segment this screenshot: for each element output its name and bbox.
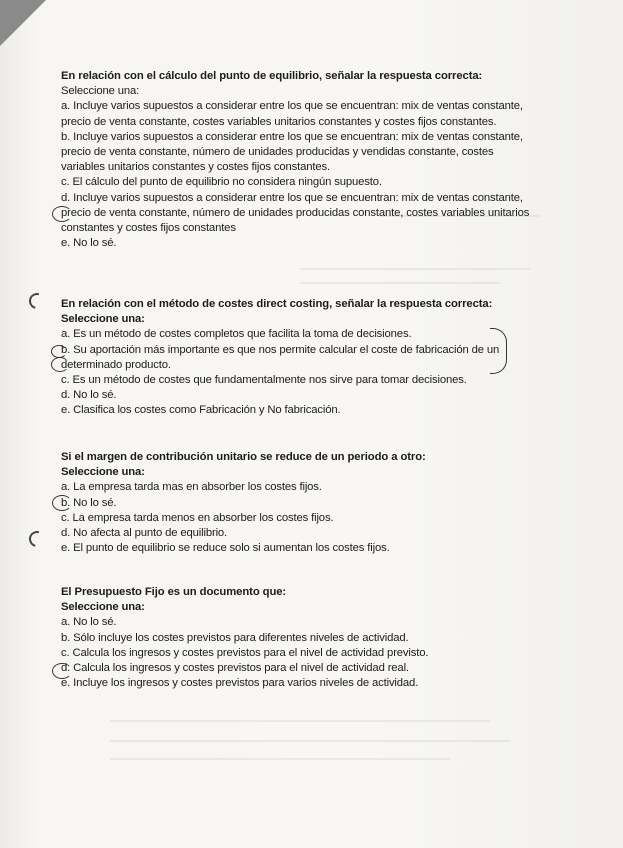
option-a[interactable]: a. No lo sé.: [61, 616, 117, 629]
bleed-through-mark: [300, 282, 500, 284]
question-1: [61, 69, 531, 251]
answer-circle-q1: [52, 206, 72, 222]
option-e[interactable]: e. El punto de equilibrio se reduce solo si aumentan los costes fijos.: [61, 542, 390, 555]
option-c[interactable]: c. El cálculo del punto de equilibrio no considera ningún supuesto.: [61, 176, 382, 189]
option-e[interactable]: e. Incluye los ingresos y costes previstos para varios niveles de actividad.: [61, 677, 419, 690]
select-prompt: Seleccione una:: [61, 313, 145, 326]
select-prompt: Seleccione una:: [61, 466, 145, 479]
option-d[interactable]: d. No lo sé.: [61, 389, 117, 402]
option-a[interactable]: a. Incluye varios supuestos a considerar entre los que se encuentran: mix de ventas constante, precio de venta constante, costes variables unitarios constantes y costes fijos constantes.: [61, 100, 523, 128]
option-d[interactable]: d. No afecta al punto de equilibrio.: [61, 527, 228, 540]
option-b[interactable]: b. No lo sé.: [61, 496, 117, 509]
option-b[interactable]: b. Sólo incluye los costes previstos para diferentes niveles de actividad.: [61, 631, 409, 644]
margin-mark: [26, 290, 48, 312]
question-4: [61, 585, 531, 691]
option-c[interactable]: c. Calcula los ingresos y costes previstos para el nivel de actividad previsto.: [61, 646, 429, 659]
answer-circle-q2b: [51, 357, 69, 372]
question-title: El Presupuesto Fijo es un documento que:: [61, 586, 287, 598]
bleed-through-mark: [110, 758, 450, 760]
option-e[interactable]: e. No lo sé.: [61, 237, 117, 250]
bleed-through-mark: [110, 720, 490, 722]
question-2: [61, 297, 531, 419]
option-a[interactable]: a. Es un método de costes completos que facilita la toma de decisiones.: [61, 328, 412, 341]
answer-circle-q4: [52, 663, 72, 679]
handwritten-bracket: [490, 328, 507, 374]
question-title: En relación con el método de costes direct costing, señalar la respuesta correcta:: [61, 298, 493, 310]
option-c[interactable]: c. Es un método de costes que fundamentalmente nos sirve para tomar decisiones.: [61, 374, 467, 387]
bleed-through-mark: [110, 740, 510, 742]
answer-circle-q3: [52, 495, 72, 511]
select-prompt: Seleccione una:: [61, 85, 140, 98]
option-e[interactable]: e. Clasifica los costes como Fabricación y No fabricación.: [61, 404, 341, 417]
question-title: En relación con el cálculo del punto de equilibrio, señalar la respuesta correcta:: [61, 70, 483, 82]
question-title: Si el margen de contribución unitario se reduce de un periodo a otro:: [61, 451, 426, 463]
option-a[interactable]: a. La empresa tarda mas en absorber los costes fijos.: [61, 481, 322, 494]
option-b[interactable]: b. Su aportación más importante es que nos permite calcular el coste de fabricación de un determinado producto.: [61, 343, 500, 371]
bleed-through-mark: [300, 268, 530, 270]
margin-mark: [26, 528, 48, 550]
option-d[interactable]: d. Calcula los ingresos y costes previstos para el nivel de actividad real.: [61, 662, 409, 675]
question-3: [61, 450, 531, 556]
option-b[interactable]: b. Incluye varios supuestos a considerar entre los que se encuentran: mix de ventas constante, precio de venta constante, número de unidades producidas y vendidas constante, costes variables unitarios constantes y costes fijos constantes.: [61, 130, 523, 174]
select-prompt: Seleccione una:: [61, 601, 145, 614]
folded-corner: [0, 0, 46, 46]
option-d[interactable]: d. Incluye varios supuestos a considerar entre los que se encuentran: mix de ventas constante, precio de venta constante, número de unidades producidas constante, costes variables unitarios constantes y costes fijos constantes: [61, 191, 530, 235]
option-c[interactable]: c. La empresa tarda menos en absorber los costes fijos.: [61, 511, 334, 524]
